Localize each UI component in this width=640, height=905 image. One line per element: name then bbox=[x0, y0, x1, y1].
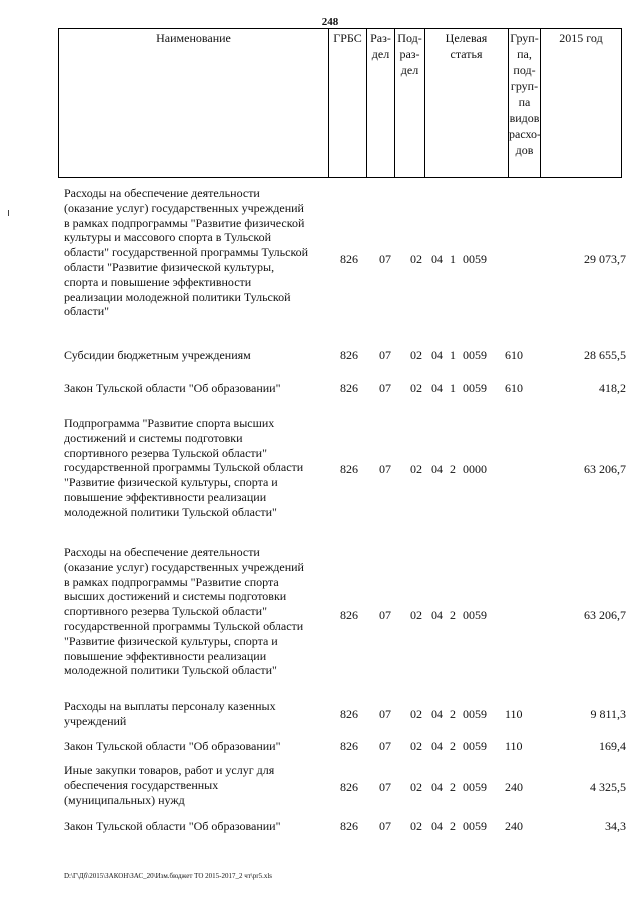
row-grbs: 826 bbox=[340, 707, 358, 721]
row-name: Закон Тульской области "Об образовании" bbox=[64, 381, 281, 395]
row-name: Закон Тульской области "Об образовании" bbox=[64, 739, 281, 753]
row-name: Подпрограмма "Развитие спорта высших достижений и системы подготовки спортивного резерва Тульской области" государственной программы Тульской области "Развитие физической культуры, спорта и повышение эффективности реализации молодежной политики Тульской области" bbox=[64, 416, 304, 519]
row-gruppa: 610 bbox=[505, 381, 523, 395]
row-name: Субсидии бюджетным учреждениям bbox=[64, 348, 251, 362]
row-gruppa: 240 bbox=[505, 780, 523, 794]
row-gruppa: 610 bbox=[505, 348, 523, 362]
header-razdel: Раз- дел bbox=[367, 29, 395, 177]
table-row bbox=[64, 416, 626, 526]
row-podrazdel: 02 bbox=[410, 462, 422, 476]
row-celevaya: 04 1 0059 bbox=[431, 348, 487, 362]
row-celevaya: 04 1 0059 bbox=[431, 381, 487, 395]
row-gruppa: 240 bbox=[505, 819, 523, 833]
row-grbs: 826 bbox=[340, 348, 358, 362]
row-podrazdel: 02 bbox=[410, 819, 422, 833]
table-row bbox=[64, 819, 626, 835]
row-grbs: 826 bbox=[340, 462, 358, 476]
row-celevaya: 04 2 0059 bbox=[431, 780, 487, 794]
row-grbs: 826 bbox=[340, 780, 358, 794]
row-celevaya: 04 2 0059 bbox=[431, 819, 487, 833]
row-amount: 169,4 bbox=[599, 739, 626, 753]
row-amount: 418,2 bbox=[599, 381, 626, 395]
row-celevaya: 04 2 0059 bbox=[431, 608, 487, 622]
row-razdel: 07 bbox=[379, 462, 391, 476]
row-name: Закон Тульской области "Об образовании" bbox=[64, 819, 281, 833]
row-celevaya: 04 2 0000 bbox=[431, 462, 487, 476]
row-razdel: 07 bbox=[379, 739, 391, 753]
header-grbs: ГРБС bbox=[329, 29, 367, 177]
row-grbs: 826 bbox=[340, 739, 358, 753]
row-celevaya: 04 2 0059 bbox=[431, 739, 487, 753]
row-celevaya: 04 1 0059 bbox=[431, 252, 487, 266]
table-row bbox=[64, 699, 626, 731]
row-podrazdel: 02 bbox=[410, 739, 422, 753]
row-razdel: 07 bbox=[379, 608, 391, 622]
row-razdel: 07 bbox=[379, 348, 391, 362]
row-amount: 4 325,5 bbox=[590, 780, 626, 794]
row-gruppa: 110 bbox=[505, 707, 523, 721]
row-grbs: 826 bbox=[340, 381, 358, 395]
row-name: Иные закупки товаров, работ и услуг для обеспечения государственных (муниципальных) нужд bbox=[64, 763, 275, 807]
row-name: Расходы на выплаты персоналу казенных учреждений bbox=[64, 699, 276, 728]
row-podrazdel: 02 bbox=[410, 348, 422, 362]
table-row bbox=[64, 739, 626, 755]
header-gruppa: Груп- па, под- груп- па видов расхо- дов bbox=[509, 29, 541, 177]
row-grbs: 826 bbox=[340, 608, 358, 622]
row-amount: 9 811,3 bbox=[590, 707, 626, 721]
header-name: Наименование bbox=[59, 29, 329, 177]
row-razdel: 07 bbox=[379, 381, 391, 395]
row-celevaya: 04 2 0059 bbox=[431, 707, 487, 721]
header-podrazdel: Под- раз- дел bbox=[395, 29, 425, 177]
table-row bbox=[64, 348, 626, 364]
row-podrazdel: 02 bbox=[410, 707, 422, 721]
row-grbs: 826 bbox=[340, 252, 358, 266]
row-razdel: 07 bbox=[379, 707, 391, 721]
table-header bbox=[58, 28, 622, 178]
row-amount: 29 073,7 bbox=[584, 252, 626, 266]
row-amount: 63 206,7 bbox=[584, 462, 626, 476]
header-celevaya: Целевая статья bbox=[425, 29, 509, 177]
row-podrazdel: 02 bbox=[410, 252, 422, 266]
row-podrazdel: 02 bbox=[410, 780, 422, 794]
row-name: Расходы на обеспечение деятельности (оказание услуг) государственных учреждений в рамках подпрограммы "Развитие физической культуры и массового спорта в Тульской области" государственной программы Тульской области "Развитие физической культуры, спорта и повышение эффективности реализации молодежной политики Тульской области" bbox=[64, 186, 309, 319]
row-razdel: 07 bbox=[379, 252, 391, 266]
row-podrazdel: 02 bbox=[410, 608, 422, 622]
table-row bbox=[64, 381, 626, 397]
footer-file-path: D:\Г\Дб\2015\ЗАКОН\ЗАС_20\Изм.бюджет ТО 2015-2017_2 чт\pr5.xls bbox=[64, 872, 273, 880]
row-gruppa: 110 bbox=[505, 739, 523, 753]
row-amount: 28 655,5 bbox=[584, 348, 626, 362]
table-row bbox=[64, 186, 626, 326]
table-row bbox=[64, 763, 626, 809]
row-razdel: 07 bbox=[379, 780, 391, 794]
row-podrazdel: 02 bbox=[410, 381, 422, 395]
row-razdel: 07 bbox=[379, 819, 391, 833]
row-name: Расходы на обеспечение деятельности (оказание услуг) государственных учреждений в рамках подпрограммы "Развитие спорта высших достижений и системы подготовки спортивного резерва Тульской области" государственной программы Тульской области "Развитие физической культуры, спорта и повышение эффективности реализации молодежной политики Тульской области" bbox=[64, 545, 304, 678]
row-grbs: 826 bbox=[340, 819, 358, 833]
table-row bbox=[64, 545, 626, 685]
row-amount: 63 206,7 bbox=[584, 608, 626, 622]
header-year: 2015 год bbox=[559, 31, 603, 45]
margin-mark bbox=[8, 210, 9, 216]
row-amount: 34,3 bbox=[605, 819, 626, 833]
page-number: 248 bbox=[321, 16, 339, 28]
